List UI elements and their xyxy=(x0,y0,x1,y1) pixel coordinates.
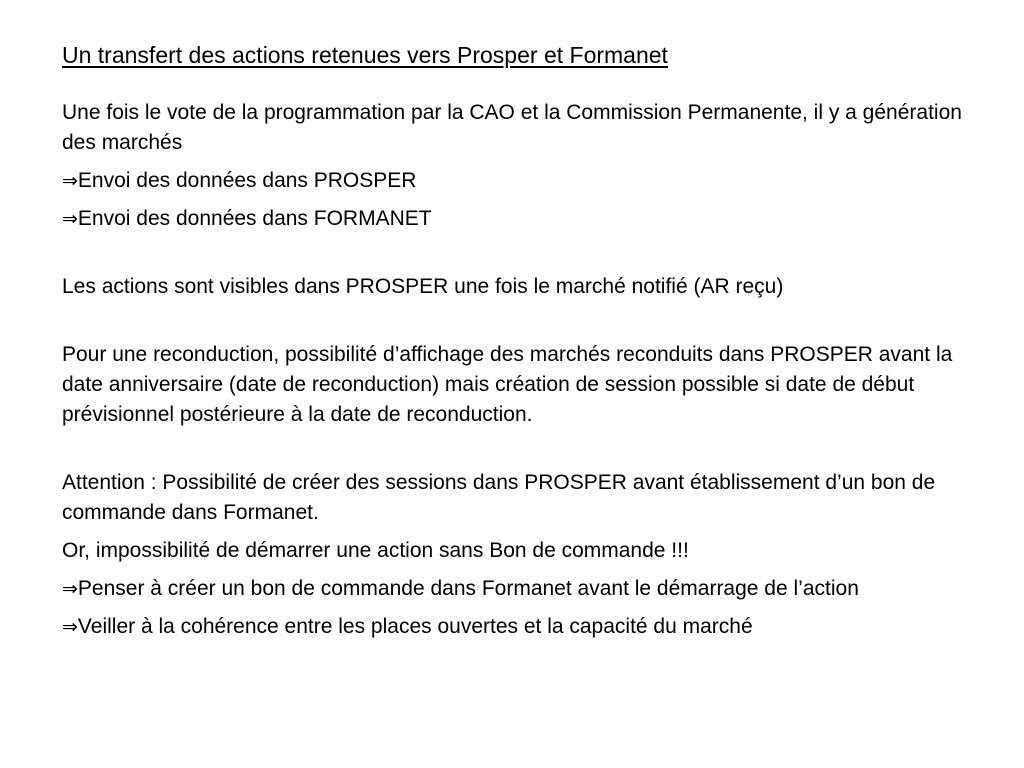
bullet-envoi-prosper xyxy=(62,166,972,196)
paragraph-vote: Une fois le vote de la programmation par la CAO et la Commission Permanente, il y a génération des marchés xyxy=(62,101,962,154)
bullet-bon-de-commande xyxy=(62,574,972,604)
bullet-envoi-formanet xyxy=(62,204,972,234)
implies-arrow-icon: ⇒ xyxy=(62,208,78,230)
bullet-text: Penser à créer un bon de commande dans Formanet avant le démarrage de l’action xyxy=(77,577,859,600)
bullet-text: Envoi des données dans PROSPER xyxy=(77,169,417,192)
paragraph-visibility: Les actions sont visibles dans PROSPER une fois le marché notifié (AR reçu) xyxy=(62,275,784,298)
implies-arrow-icon: ⇒ xyxy=(62,170,78,192)
paragraph-warning: Or, impossibilité de démarrer une action sans Bon de commande !!! xyxy=(62,539,689,562)
paragraph-attention: Attention : Possibilité de créer des sessions dans PROSPER avant établissement d’un bon de commande dans Formanet. xyxy=(62,471,936,524)
implies-arrow-icon: ⇒ xyxy=(62,578,78,600)
slide-content xyxy=(62,40,972,642)
slide-title: Un transfert des actions retenues vers Prosper et Formanet xyxy=(62,42,668,68)
paragraph-reconduction: Pour une reconduction, possibilité d’affichage des marchés reconduits dans PROSPER avant la date anniversaire (date de reconduction) mais création de session possible si date de début prévisionnel postérieure à la date de reconduction. xyxy=(62,343,953,426)
implies-arrow-icon: ⇒ xyxy=(62,616,78,638)
bullet-coherence xyxy=(62,612,972,642)
bullet-text: Envoi des données dans FORMANET xyxy=(77,207,432,230)
bullet-text: Veiller à la cohérence entre les places ouvertes et la capacité du marché xyxy=(77,615,753,638)
